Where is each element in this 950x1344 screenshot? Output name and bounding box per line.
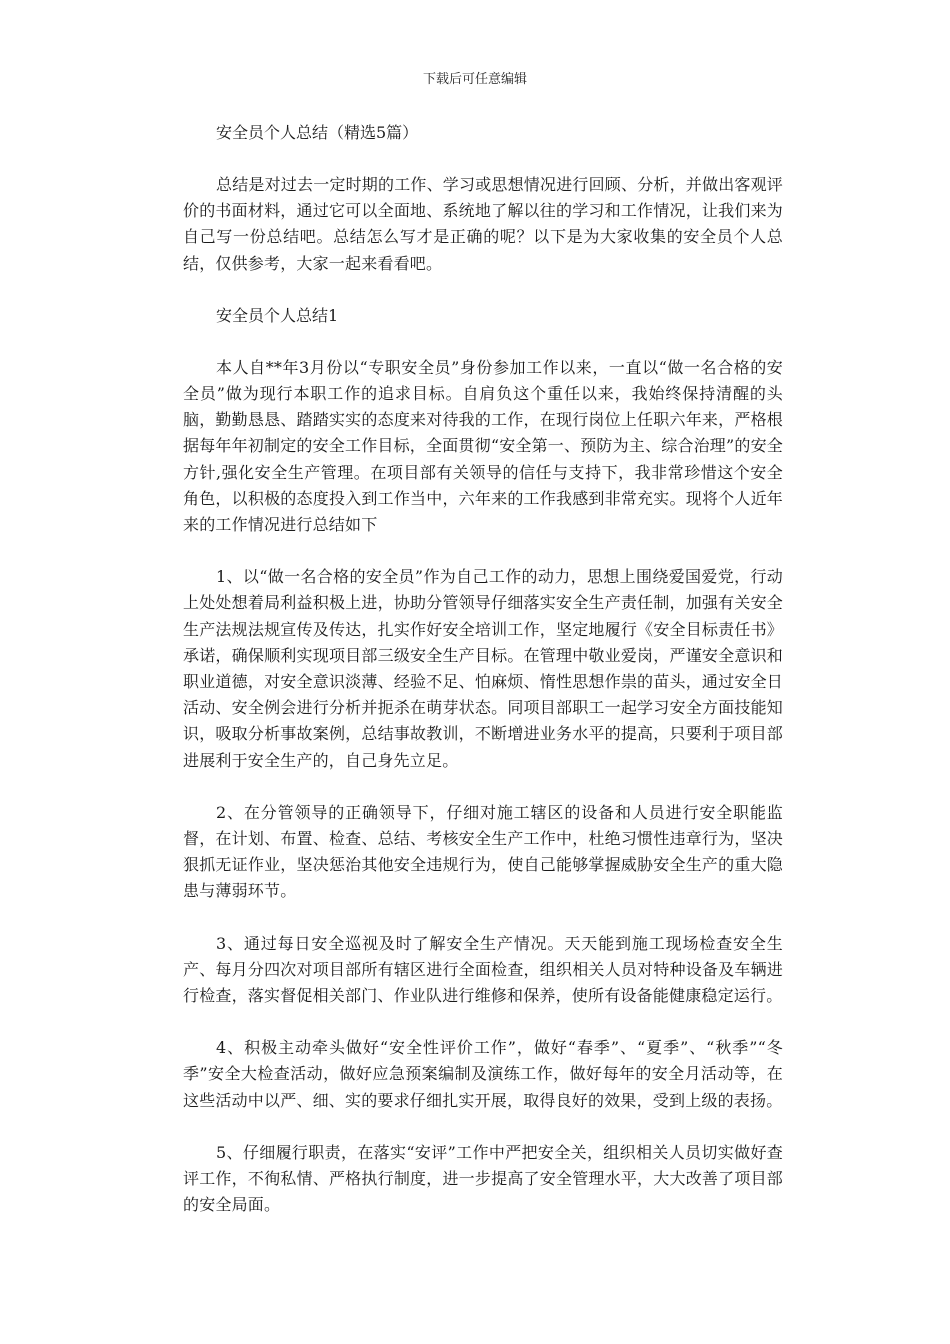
body-paragraph: 4、积极主动牵头做好“安全性评价工作”，做好“春季”、“夏季”、“秋季”“冬季”安全大检查活动，做好应急预案编制及演练工作，做好每年的安全月活动等，在这些活动中以严、细、实的要求仔细扎实开展，取得良好的效果，受到上级的表扬。 <box>183 1038 783 1110</box>
body-paragraph: 2、在分管领导的正确领导下，仔细对施工辖区的设备和人员进行安全职能监督，在计划、布置、检查、总结、考核安全生产工作中，杜绝习惯性违章行为，坚决狠抓无证作业，坚决惩治其他安全违规行为，使自己能够掌握威胁安全生产的重大隐患与薄弱环节。 <box>183 802 783 901</box>
document-body <box>183 120 783 1245</box>
body-paragraph: 本人自**年3月份以“专职安全员”身份参加工作以来，一直以“做一名合格的安全员”做为现行本职工作的追求目标。自肩负这个重任以来，我始终保持清醒的头脑，勤勤恳恳、踏踏实实的态度来对待我的工作，在现行岗位上任职六年来，严格根据每年年初制定的安全工作目标，全面贯彻“安全第一、预防为主、综合治理”的安全方针,强化安全生产管理。在项目部有关领导的信任与支持下，我非常珍惜这个安全角色，以积极的态度投入到工作当中，六年来的工作我感到非常充实。现将个人近年来的工作情况进行总结如下 <box>183 357 783 535</box>
body-paragraph: 3、通过每日安全巡视及时了解安全生产情况。天天能到施工现场检查安全生产、每月分四次对项目部所有辖区进行全面检查，组织相关人员对特种设备及车辆进行检查，落实督促相关部门、作业队进行维修和保养，使所有设备能健康稳定运行。 <box>183 933 783 1006</box>
document-title: 安全员个人总结（精选5篇） <box>216 123 419 142</box>
body-paragraph: 1、以“做一名合格的安全员”作为自己工作的动力，思想上围绕爱国爱党，行动上处处想着局利益积极上进，协助分管领导仔细落实安全生产责任制，加强有关安全生产法规法规宣传及传达，扎实作好安全培训工作，坚定地履行《安全目标责任书》承诺，确保顺利实现项目部三级安全生产目标。在管理中敬业爱岗，严谨安全意识和职业道德，对安全意识淡薄、经验不足、怕麻烦、惰性思想作祟的苗头，通过安全日活动、安全例会进行分析并扼杀在萌芽状态。同项目部职工一起学习安全方面技能知识，吸取分析事故案例，总结事故教训，不断增进业务水平的提高，只要利于项目部进展利于安全生产的，自己身先立足。 <box>183 567 783 770</box>
section-heading: 安全员个人总结1 <box>216 305 339 325</box>
header-note: 下载后可任意编辑 <box>422 72 527 87</box>
intro-paragraph: 总结是对过去一定时期的工作、学习或思想情况进行回顾、分析，并做出客观评价的书面材料，通过它可以全面地、系统地了解以往的学习和工作情况，让我们来为自己写一份总结吧。总结怎么写才是正确的呢？以下是为大家收集的安全员个人总结，仅供参考，大家一起来看看吧。 <box>183 175 784 273</box>
body-paragraph: 5、仔细履行职责，在落实“安评”工作中严把安全关，组织相关人员切实做好查评工作，不徇私情、严格执行制度，进一步提高了安全管理水平，大大改善了项目部的安全局面。 <box>183 1142 783 1215</box>
